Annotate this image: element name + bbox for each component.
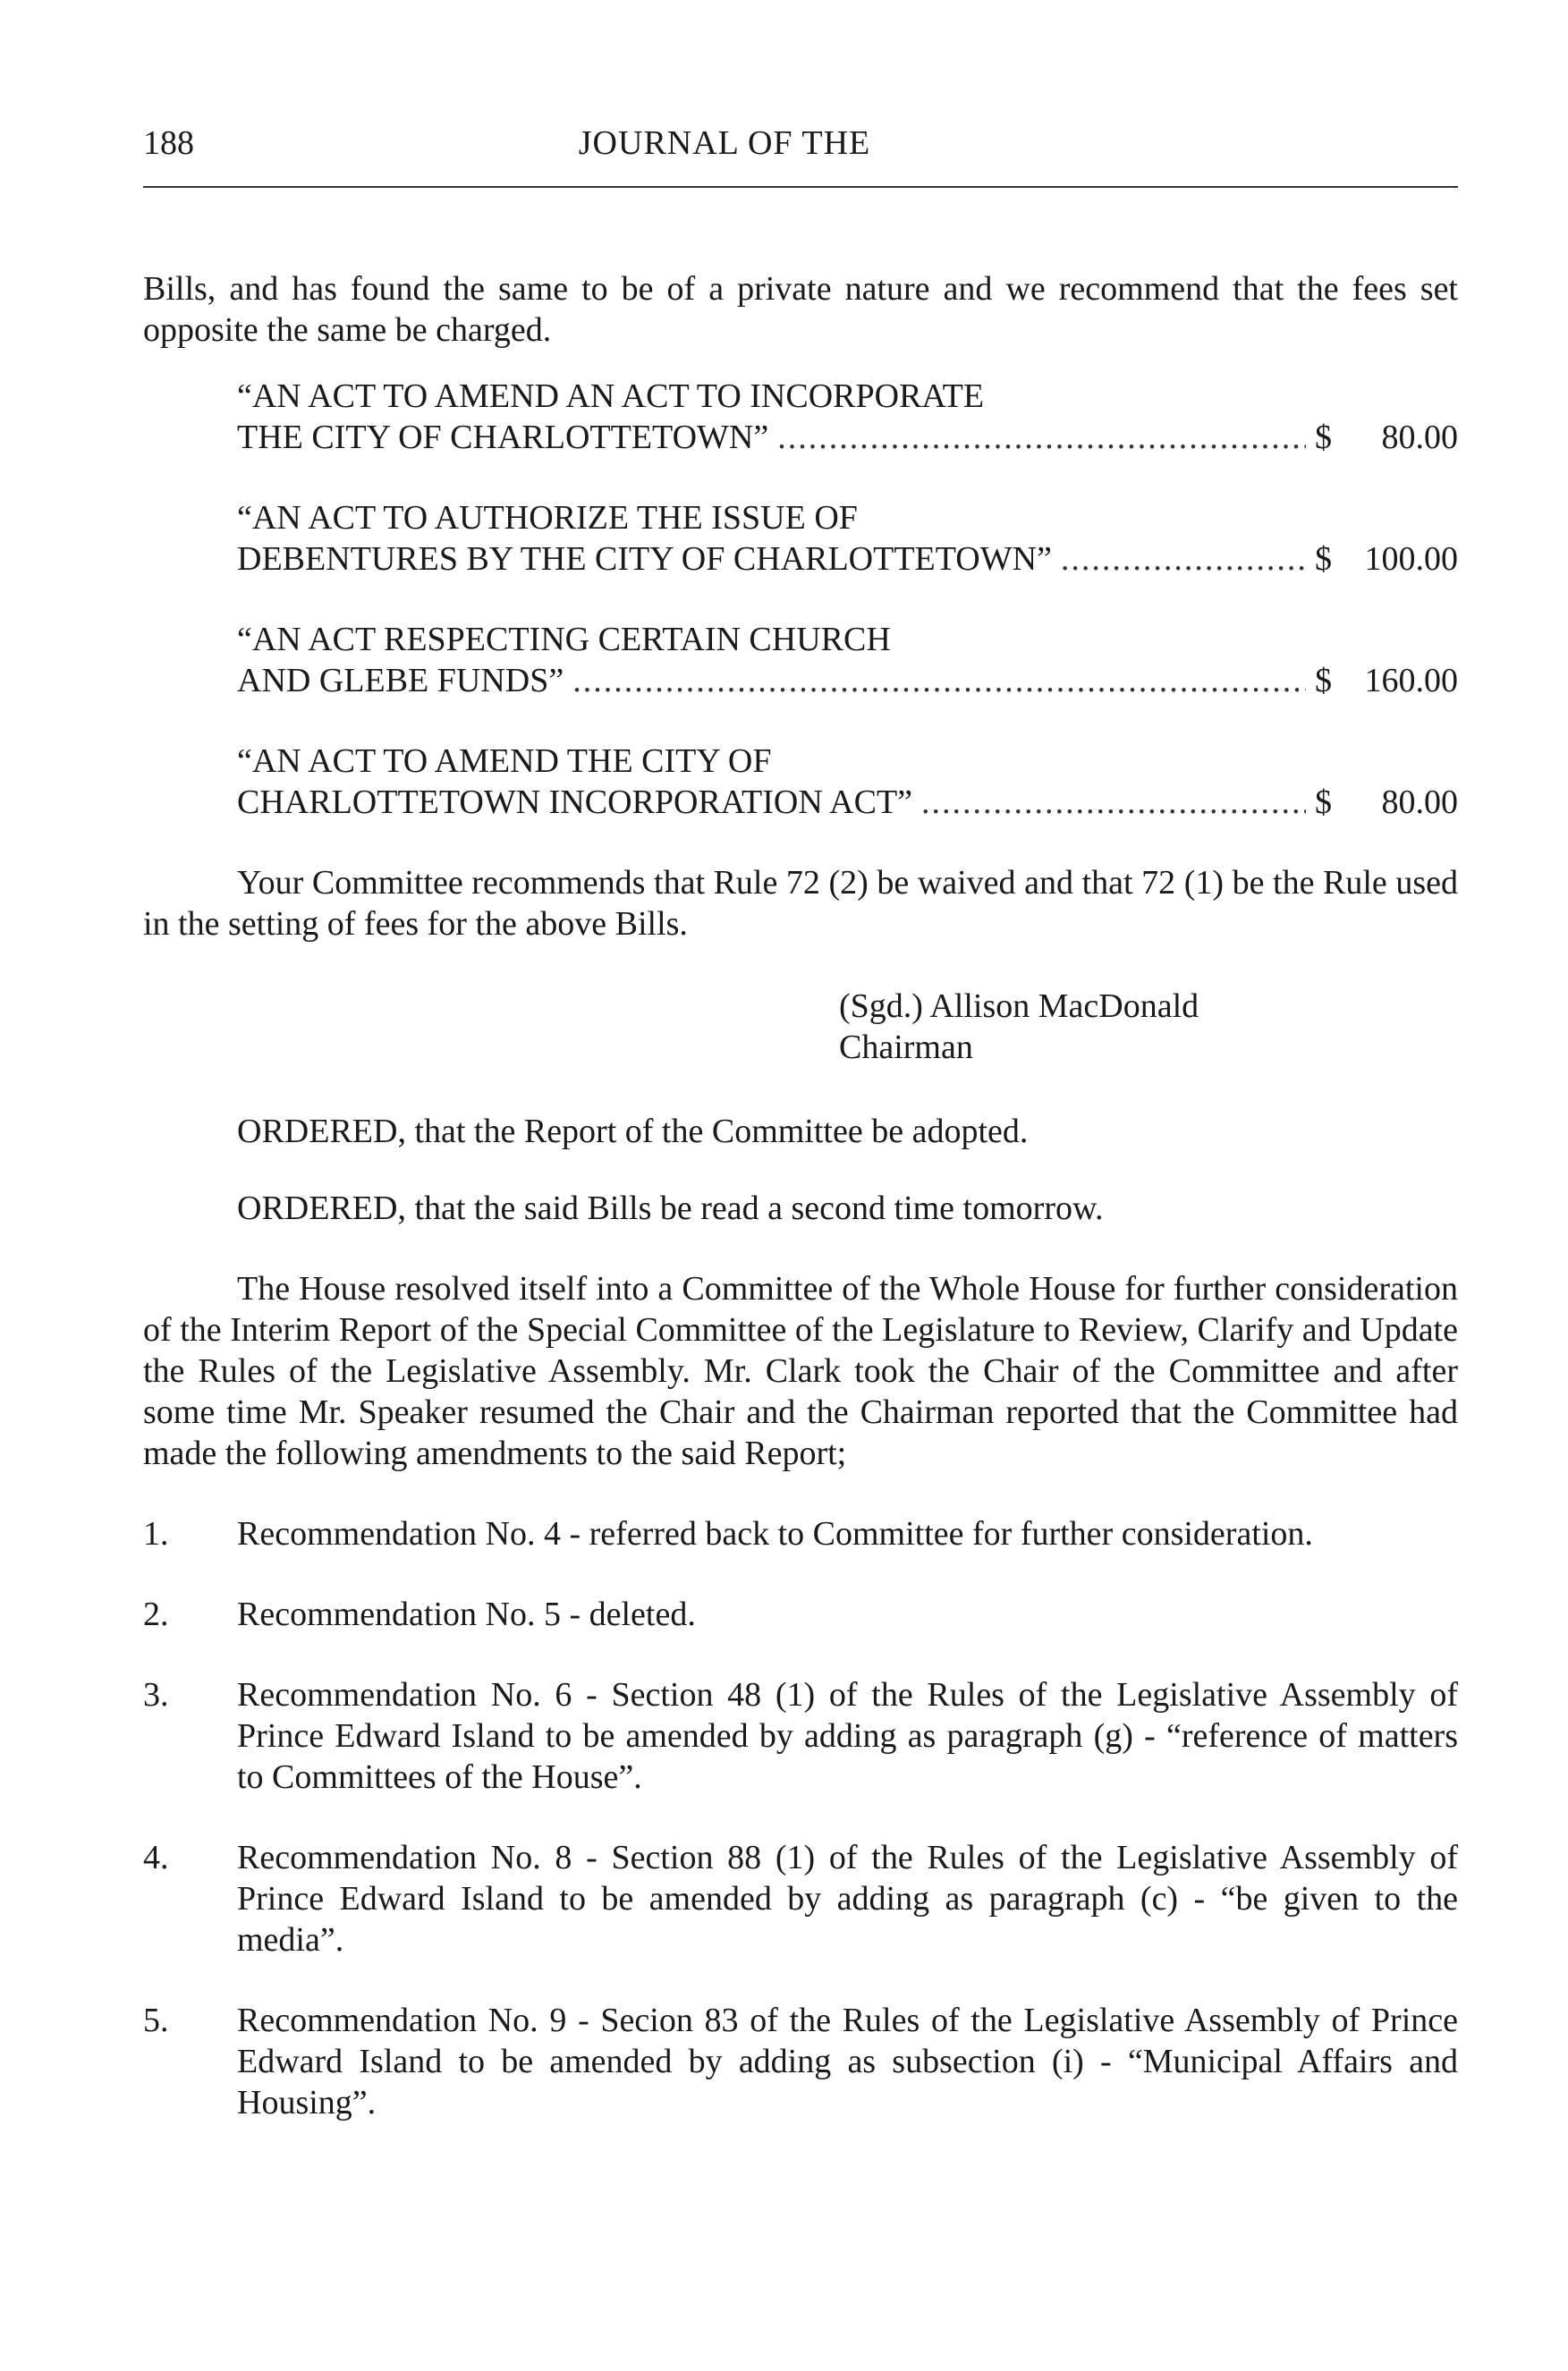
bill-title-line1: “AN ACT RESPECTING CERTAIN CHURCH [237,621,891,658]
currency-sign: $ [1315,662,1332,699]
amendment-number: 5. [143,2002,169,2039]
bill-title-line1: “AN ACT TO AUTHORIZE THE ISSUE OF [237,499,858,537]
amendment-number: 2. [143,1596,169,1633]
amendment-item [143,1674,1458,1798]
ordered-paragraph: ORDERED, that the said Bills be read a second time tomorrow. [237,1190,1104,1227]
dot-leader [921,782,1306,823]
bill-title-line2: THE CITY OF CHARLOTTETOWN” [237,419,769,456]
bill-fee [1315,538,1458,580]
fee-amount: 80.00 [1381,419,1458,456]
currency-sign: $ [1315,783,1332,821]
bill-fee [1315,782,1458,823]
journal-page [143,0,1458,2371]
page-number: 188 [143,124,194,162]
bill-fee [1315,417,1458,458]
signature-name: (Sgd.) Allison MacDonald [839,987,1199,1025]
currency-sign: $ [1315,540,1332,578]
bill-title-line2: AND GLEBE FUNDS” [237,662,564,699]
amendment-item [143,1513,1458,1554]
signature-block [839,986,1458,1068]
fee-amount: 80.00 [1381,783,1458,821]
bill-list [237,376,1458,823]
intro-paragraph: Bills, and has found the same to be of a private nature and we recommend that the fees set opposite the same be charged. [143,270,1458,349]
resolution-paragraph: The House resolved itself into a Committee of the Whole House for further consideration of the Interim Report of the Special Committee of the Legislature to Review, Clarify and Update the Rules of the Legislative Assembly. Mr. Clark took the Chair of the Committee and after some time Mr. Speaker resumed the Chair and the Chairman reported that the Committee had made the following amendments to the said Report; [143,1270,1458,1472]
amendment-item [143,1594,1458,1635]
currency-sign: $ [1315,419,1332,456]
dot-leader [1061,538,1306,580]
amendment-item [143,1837,1458,1960]
dot-leader [572,660,1306,701]
recommendation-paragraph: Your Committee recommends that Rule 72 (2) be waived and that 72 (1) be the Rule used in the setting of fees for the above Bills. [143,864,1458,943]
running-head: JOURNAL OF THE [578,124,871,162]
bill-title-line1: “AN ACT TO AMEND AN ACT TO INCORPORATE [237,377,985,415]
amendment-text: Recommendation No. 8 - Section 88 (1) of the Rules of the Legislative Assembly of Prince Edward Island to be amended by adding as paragraph (c) - “be given to the media”. [237,1839,1458,1959]
header-rule [143,186,1458,188]
bill-entry [237,376,1458,458]
amendment-text: Recommendation No. 4 - referred back to Committee for further consideration. [237,1515,1313,1553]
amendment-number: 3. [143,1676,169,1714]
amendment-text: Recommendation No. 5 - deleted. [237,1596,696,1633]
amendment-text: Recommendation No. 6 - Section 48 (1) of the Rules of the Legislative Assembly of Prince Edward Island to be amended by adding as paragraph (g) - “reference of matters to Committees of the House”. [237,1676,1458,1796]
fee-amount: 160.00 [1364,662,1458,699]
fee-amount: 100.00 [1364,540,1458,578]
dot-leader [777,417,1306,458]
bill-entry [237,497,1458,580]
amendment-number: 4. [143,1839,169,1876]
amendment-text: Recommendation No. 9 - Secion 83 of the Rules of the Legislative Assembly of Prince Edward Island to be amended by adding as subsection (i) - “Municipal Affairs and Housing”. [237,2002,1458,2121]
bill-title-line1: “AN ACT TO AMEND THE CITY OF [237,742,772,780]
bill-fee [1315,660,1458,701]
bill-entry [237,741,1458,823]
bill-title-line2: CHARLOTTETOWN INCORPORATION ACT” [237,783,913,821]
ordered-paragraph: ORDERED, that the Report of the Committee be adopted. [237,1113,1029,1150]
page-body [143,268,1458,2163]
bill-title-line2: DEBENTURES BY THE CITY OF CHARLOTTETOWN” [237,540,1052,578]
amendment-number: 1. [143,1515,169,1553]
page-header [143,123,1458,177]
amendment-item [143,2000,1458,2123]
bill-entry [237,619,1458,701]
signature-title: Chairman [839,1029,973,1066]
